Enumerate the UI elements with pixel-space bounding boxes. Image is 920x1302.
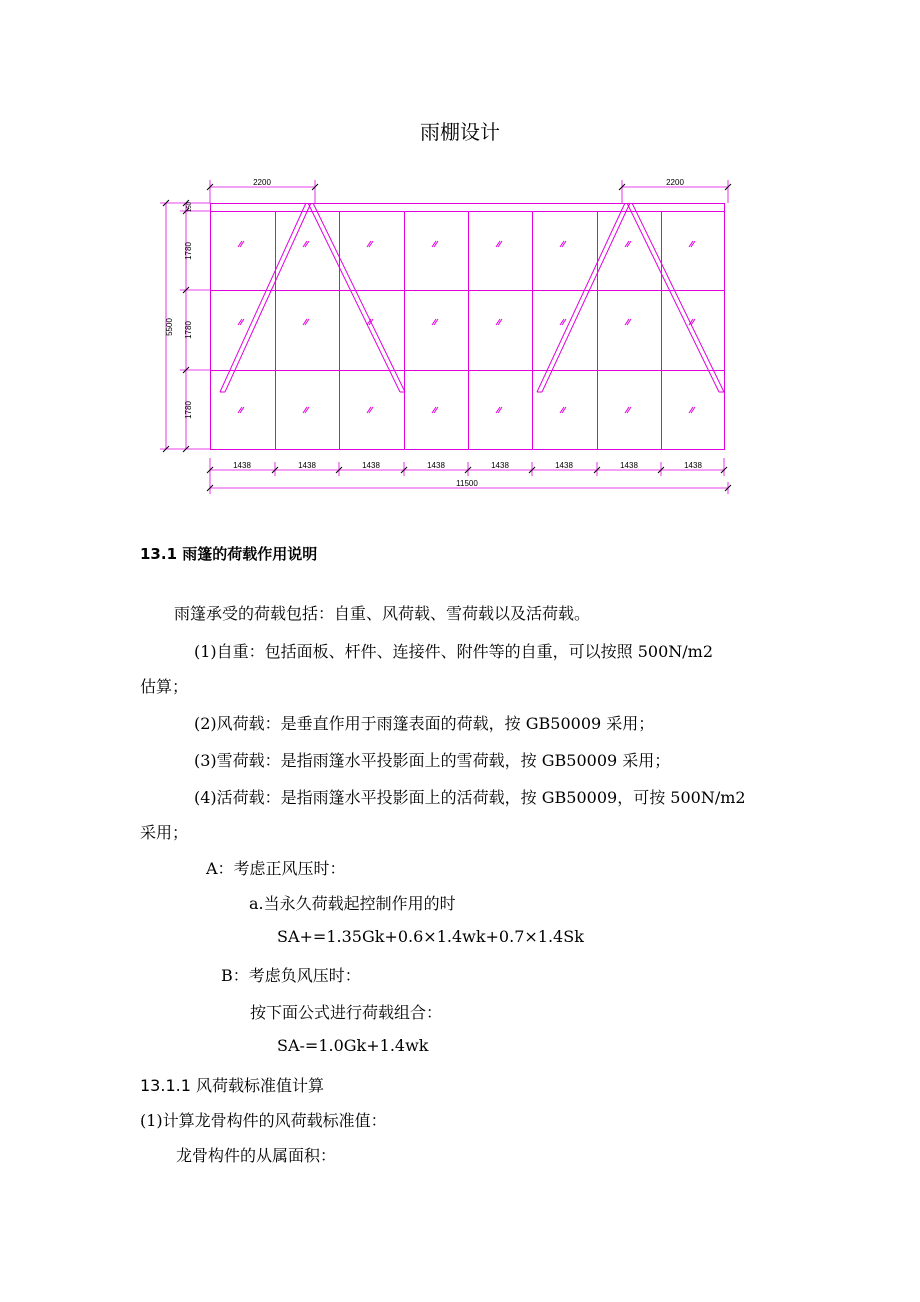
tie-rod-right (537, 203, 724, 392)
section-heading-13-1: 13.1 雨篷的荷载作用说明 (140, 545, 318, 563)
page-title: 雨棚设计 (420, 120, 500, 144)
dim-bottom-bay: 1438 (491, 461, 509, 470)
dim-bottom-bay: 1438 (362, 461, 380, 470)
paragraph-intro: 雨篷承受的荷载包括：自重、风荷载、雪荷载以及活荷载。 (174, 604, 591, 623)
item-snow-load: (3)雪荷载：是指雨篷水平投影面上的雪荷载，按 GB50009 采用； (194, 751, 671, 770)
item-live-load-cont: 采用； (140, 823, 189, 842)
dim-total-width: 11500 (456, 479, 478, 488)
case-negative-wind-sub: 按下面公式进行荷载组合： (250, 1003, 443, 1022)
case-negative-wind: B：考虑负风压时： (221, 966, 361, 985)
dim-bottom-bay: 1438 (298, 461, 316, 470)
item-live-load: (4)活荷载：是指雨篷水平投影面上的活荷载，按 GB50009，可按 500N/m2 (194, 788, 746, 807)
dim-bottom-bay: 1438 (427, 461, 445, 470)
glass-hatch-marks (238, 241, 695, 413)
formula-negative: SA-=1.0Gk+1.4wk (277, 1036, 429, 1055)
dim-bottom-bay: 1438 (684, 461, 702, 470)
dim-bottom-bay: 1438 (620, 461, 638, 470)
paragraph-area-line: 龙骨构件的从属面积： (176, 1146, 337, 1165)
dim-left-edge: 150 (187, 201, 193, 213)
dim-bottom-bay: 1438 (555, 461, 573, 470)
dim-top-left: 2200 (253, 178, 271, 187)
section-heading-13-1-1: 13.1.1 风荷载标准值计算 (140, 1076, 324, 1095)
item-wind-load: (2)风荷载：是垂直作用于雨篷表面的荷载，按 GB50009 采用； (194, 714, 655, 733)
canopy-drawing (150, 168, 750, 500)
item-self-weight-cont: 估算； (140, 677, 189, 696)
dim-left-row: 1780 (184, 242, 193, 260)
dim-left-row: 1780 (184, 321, 193, 339)
formula-positive: SA+=1.35Gk+0.6×1.4wk+0.7×1.4Sk (277, 927, 584, 946)
dim-left-row: 1780 (184, 401, 193, 419)
paragraph-calc-line: (1)计算龙骨构件的风荷载标准值： (140, 1111, 387, 1130)
case-positive-wind-sub: a.当永久荷载起控制作用的时 (249, 894, 456, 913)
dim-total-height: 5500 (165, 318, 174, 336)
dim-bottom-bay: 1438 (233, 461, 251, 470)
case-positive-wind: A：考虑正风压时： (206, 859, 346, 878)
dim-top-right: 2200 (666, 178, 684, 187)
tie-rod-left (220, 203, 405, 392)
item-self-weight: (1)自重：包括面板、杆件、连接件、附件等的自重，可以按照 500N/m2 (194, 642, 714, 661)
canopy-frame (211, 204, 725, 450)
